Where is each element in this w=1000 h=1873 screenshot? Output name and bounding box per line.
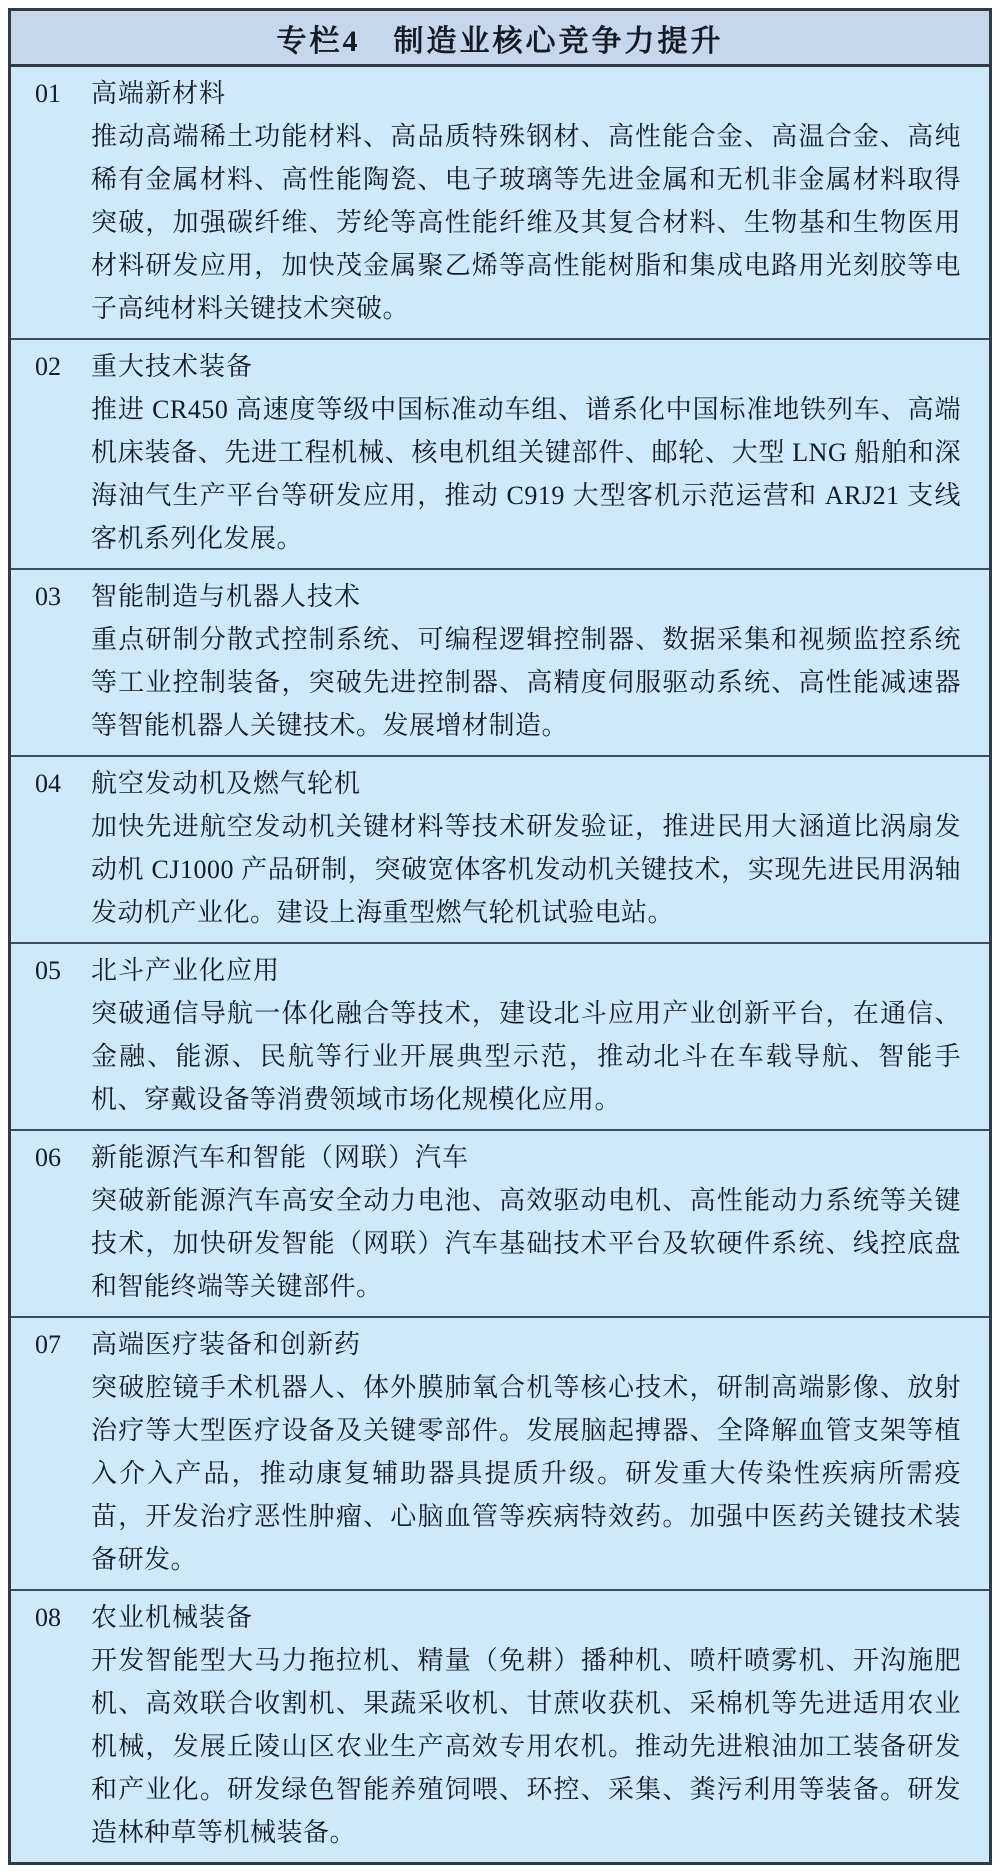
section-number: 03 [35, 582, 61, 611]
section-body-text: 加快先进航空发动机关键材料等技术研发验证，推进民用大涵道比涡扇发动机 CJ1000 产品研制，突破宽体客机发动机关键技术，实现先进民用涡轴发动机产业化。建设上海重型燃气轮机试验电站。 [91, 812, 961, 927]
section-body-text: 突破新能源汽车高安全动力电池、高效驱动电机、高性能动力系统等关键技术，加快研发智能（网联）汽车基础技术平台及软硬件系统、线控底盘和智能终端等关键部件。 [91, 1186, 961, 1301]
section-title: 高端医疗装备和创新药 [91, 1330, 362, 1359]
section-row [11, 1318, 989, 1591]
section-number: 05 [35, 956, 61, 985]
section-body-text: 突破腔镜手术机器人、体外膜肺氧合机等核心技术，研制高端影像、放射治疗等大型医疗设备及关键零部件。发展脑起搏器、全降解血管支架等植入介入产品，推动康复辅助器具提质升级。研发重大传染性疾病所需疫苗，开发治疗恶性肿瘤、心脑血管等疾病特效药。加强中医药关键技术装备研发。 [91, 1373, 961, 1574]
section-number: 06 [35, 1143, 61, 1172]
section-title: 北斗产业化应用 [91, 956, 281, 985]
section-title: 航空发动机及燃气轮机 [91, 769, 362, 798]
section-row [11, 1591, 989, 1862]
section-content [91, 1136, 961, 1308]
section-row [11, 340, 989, 570]
section-title: 智能制造与机器人技术 [91, 582, 362, 611]
section-content [91, 1323, 961, 1581]
section-content [91, 762, 961, 934]
section-content [91, 72, 961, 330]
section-body-text: 推动高端稀土功能材料、高品质特殊钢材、高性能合金、高温合金、高纯稀有金属材料、高性能陶瓷、电子玻璃等先进金属和无机非金属材料取得突破，加强碳纤维、芳纶等高性能纤维及其复合材料、生物基和生物医用材料研发应用，加快茂金属聚乙烯等高性能树脂和集成电路用光刻胶等电子高纯材料关键技术突破。 [91, 122, 961, 323]
section-content [91, 1596, 961, 1854]
section-content [91, 345, 961, 560]
section-row [11, 67, 989, 340]
section-body-text: 重点研制分散式控制系统、可编程逻辑控制器、数据采集和视频监控系统等工业控制装备，突破先进控制器、高精度伺服驱动系统、高性能减速器等智能机器人关键技术。发展增材制造。 [91, 625, 961, 740]
sections [11, 67, 989, 1862]
section-body-text: 推进 CR450 高速度等级中国标准动车组、谱系化中国标准地铁列车、高端机床装备、先进工程机械、核电机组关键部件、邮轮、大型 LNG 船舶和深海油气生产平台等研发应用，推动 C919 大型客机示范运营和 ARJ21 支线客机系列化发展。 [91, 395, 961, 553]
section-number: 07 [35, 1330, 61, 1359]
section-row [11, 1131, 989, 1318]
section-number: 04 [35, 769, 61, 798]
section-title: 新能源汽车和智能（网联）汽车 [91, 1143, 470, 1172]
panel-title: 专栏4 制造业核心竞争力提升 [276, 24, 724, 58]
section-title: 农业机械装备 [91, 1603, 254, 1632]
section-row [11, 757, 989, 944]
section-row [11, 570, 989, 757]
panel-header [11, 11, 989, 67]
section-content [91, 575, 961, 747]
column-box-panel [8, 8, 992, 1865]
section-title: 高端新材料 [91, 79, 227, 108]
section-number: 01 [35, 79, 61, 108]
section-title: 重大技术装备 [91, 352, 254, 381]
section-number: 08 [35, 1603, 61, 1632]
section-body-text: 开发智能型大马力拖拉机、精量（免耕）播种机、喷杆喷雾机、开沟施肥机、高效联合收割机、果蔬采收机、甘蔗收获机、采棉机等先进适用农业机械，发展丘陵山区农业生产高效专用农机。推动先进粮油加工装备研发和产业化。研发绿色智能养殖饲喂、环控、采集、粪污利用等装备。研发造林种草等机械装备。 [91, 1646, 961, 1847]
section-row [11, 944, 989, 1131]
section-content [91, 949, 961, 1121]
section-number: 02 [35, 352, 61, 381]
section-body-text: 突破通信导航一体化融合等技术，建设北斗应用产业创新平台，在通信、金融、能源、民航等行业开展典型示范，推动北斗在车载导航、智能手机、穿戴设备等消费领域市场化规模化应用。 [91, 999, 961, 1114]
